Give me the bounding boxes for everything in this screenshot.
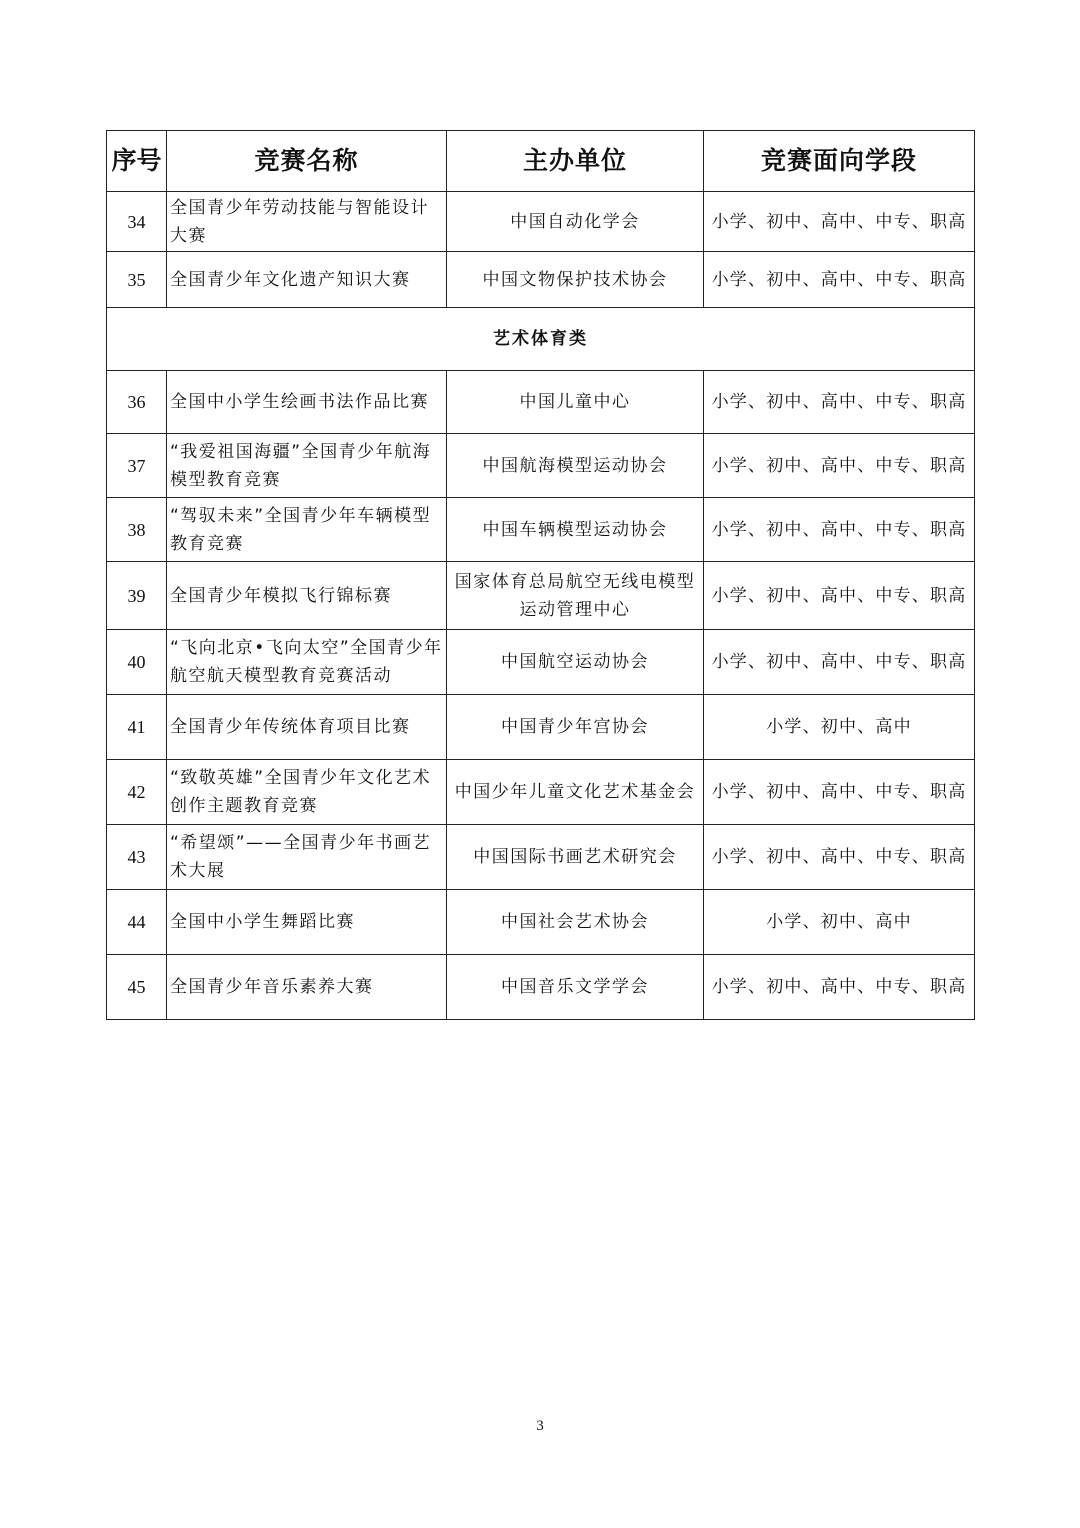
category-heading: 艺术体育类 (107, 308, 975, 371)
row-grade: 小学、初中、高中、中专、职高 (704, 955, 975, 1020)
row-organizer: 中国国际书画艺术研究会 (447, 825, 704, 890)
table-header-row (107, 131, 975, 192)
row-no: 37 (107, 434, 167, 498)
row-no: 41 (107, 695, 167, 760)
row-organizer: 中国社会艺术协会 (447, 890, 704, 955)
header-grade: 竞赛面向学段 (704, 131, 975, 192)
page-number: 3 (536, 1418, 544, 1434)
row-name: 全国中小学生舞蹈比赛 (167, 890, 447, 955)
row-name: 全国中小学生绘画书法作品比赛 (167, 371, 447, 434)
row-organizer: 中国航空运动协会 (447, 630, 704, 695)
row-no: 43 (107, 825, 167, 890)
row-no: 39 (107, 562, 167, 630)
row-grade: 小学、初中、高中、中专、职高 (704, 760, 975, 825)
row-no: 45 (107, 955, 167, 1020)
row-no: 40 (107, 630, 167, 695)
row-grade: 小学、初中、高中、中专、职高 (704, 371, 975, 434)
row-grade: 小学、初中、高中、中专、职高 (704, 562, 975, 630)
table-row (107, 695, 975, 760)
row-no: 36 (107, 371, 167, 434)
row-organizer: 中国自动化学会 (447, 192, 704, 252)
table-row (107, 955, 975, 1020)
table-row (107, 825, 975, 890)
row-organizer: 中国音乐文学学会 (447, 955, 704, 1020)
row-no: 38 (107, 498, 167, 562)
row-organizer: 中国青少年宫协会 (447, 695, 704, 760)
table-row (107, 371, 975, 434)
competition-table (106, 130, 975, 1020)
header-name: 竞赛名称 (167, 131, 447, 192)
table-row (107, 192, 975, 252)
row-name: 全国青少年模拟飞行锦标赛 (167, 562, 447, 630)
row-name: 全国青少年文化遗产知识大赛 (167, 252, 447, 308)
row-grade: 小学、初中、高中、中专、职高 (704, 252, 975, 308)
row-organizer: 中国少年儿童文化艺术基金会 (447, 760, 704, 825)
row-name: “我爱祖国海疆”全国青少年航海模型教育竞赛 (167, 434, 447, 498)
row-name: 全国青少年音乐素养大赛 (167, 955, 447, 1020)
row-name: “致敬英雄”全国青少年文化艺术创作主题教育竞赛 (167, 760, 447, 825)
table-row (107, 252, 975, 308)
table-row (107, 890, 975, 955)
header-no: 序号 (107, 131, 167, 192)
table-row (107, 562, 975, 630)
row-grade: 小学、初中、高中、中专、职高 (704, 192, 975, 252)
row-grade: 小学、初中、高中、中专、职高 (704, 434, 975, 498)
table-row (107, 434, 975, 498)
table-row (107, 630, 975, 695)
row-name: 全国青少年劳动技能与智能设计大赛 (167, 192, 447, 252)
row-no: 44 (107, 890, 167, 955)
row-grade: 小学、初中、高中、中专、职高 (704, 498, 975, 562)
row-name: “飞向北京•飞向太空”全国青少年航空航天模型教育竞赛活动 (167, 630, 447, 695)
row-organizer: 中国车辆模型运动协会 (447, 498, 704, 562)
row-name: “驾驭未来”全国青少年车辆模型教育竞赛 (167, 498, 447, 562)
row-no: 42 (107, 760, 167, 825)
row-name: “希望颂”——全国青少年书画艺术大展 (167, 825, 447, 890)
row-organizer: 国家体育总局航空无线电模型运动管理中心 (447, 562, 704, 630)
row-organizer: 中国文物保护技术协会 (447, 252, 704, 308)
row-organizer: 中国儿童中心 (447, 371, 704, 434)
header-organizer: 主办单位 (447, 131, 704, 192)
row-no: 34 (107, 192, 167, 252)
table-row (107, 760, 975, 825)
row-no: 35 (107, 252, 167, 308)
row-grade: 小学、初中、高中、中专、职高 (704, 630, 975, 695)
row-name: 全国青少年传统体育项目比赛 (167, 695, 447, 760)
table-row (107, 498, 975, 562)
row-grade: 小学、初中、高中、中专、职高 (704, 825, 975, 890)
row-grade: 小学、初中、高中 (704, 890, 975, 955)
row-organizer: 中国航海模型运动协会 (447, 434, 704, 498)
category-row (107, 308, 975, 371)
row-grade: 小学、初中、高中 (704, 695, 975, 760)
